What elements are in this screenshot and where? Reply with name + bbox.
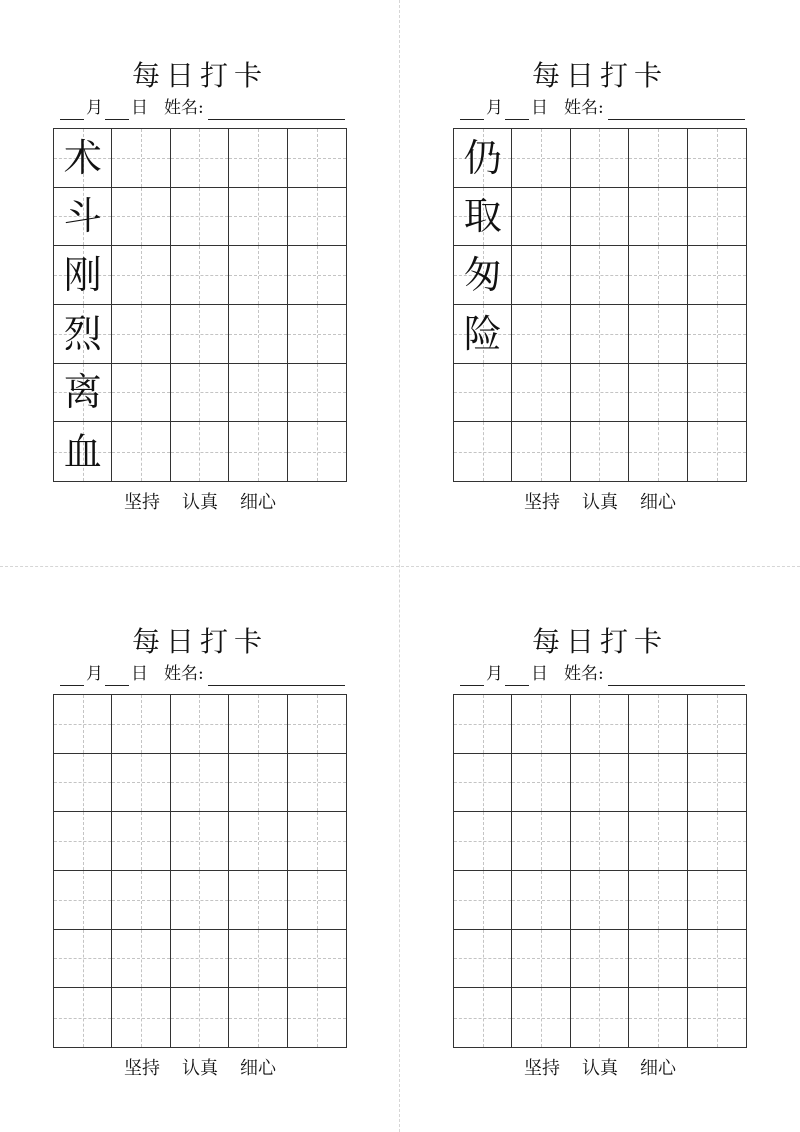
practice-cell[interactable]: [512, 695, 570, 754]
practice-cell[interactable]: [512, 305, 570, 364]
model-character-cell: [54, 246, 112, 305]
motto-careful: 细心: [240, 492, 276, 513]
month-label: 月: [486, 98, 503, 118]
name-label: 姓名:: [164, 664, 204, 684]
card-footer: [450, 490, 750, 516]
model-character: 匆: [463, 253, 502, 298]
motto-careful: 细心: [640, 1058, 676, 1079]
day-label: 日: [131, 98, 148, 118]
practice-cell[interactable]: [688, 754, 746, 813]
card-title: 每日打卡: [531, 59, 668, 92]
model-character-cell: [54, 988, 112, 1047]
practice-cell[interactable]: [688, 871, 746, 930]
practice-cell[interactable]: [571, 754, 629, 813]
model-character-cell: [54, 129, 112, 188]
practice-cell[interactable]: [688, 695, 746, 754]
model-character: 斗: [63, 194, 102, 239]
practice-cell[interactable]: [112, 188, 170, 247]
model-character: 血: [63, 429, 102, 474]
practice-card-4: [450, 566, 750, 1079]
month-blank[interactable]: [60, 665, 84, 686]
model-character: 离: [63, 370, 102, 415]
practice-cell[interactable]: [171, 188, 229, 247]
month-blank[interactable]: [60, 99, 84, 120]
model-character-cell: [454, 364, 512, 423]
practice-cell[interactable]: [288, 246, 346, 305]
practice-cell[interactable]: [229, 695, 287, 754]
name-label: 姓名:: [164, 98, 204, 118]
practice-cell[interactable]: [629, 246, 687, 305]
model-character-cell: [54, 754, 112, 813]
model-character-cell: [454, 871, 512, 930]
motto-persist: 坚持: [124, 492, 160, 513]
practice-cell[interactable]: [629, 364, 687, 423]
model-character-cell: [54, 871, 112, 930]
practice-cell[interactable]: [629, 188, 687, 247]
practice-cell[interactable]: [512, 812, 570, 871]
model-character-cell: [54, 812, 112, 871]
card-header: [460, 662, 745, 686]
name-blank[interactable]: [608, 665, 745, 686]
practice-cell[interactable]: [288, 930, 346, 989]
practice-cell[interactable]: [512, 364, 570, 423]
practice-cell[interactable]: [171, 364, 229, 423]
day-blank[interactable]: [505, 99, 529, 120]
model-character-cell: [454, 930, 512, 989]
card-footer: [50, 490, 350, 516]
practice-cell[interactable]: [171, 871, 229, 930]
practice-cell[interactable]: [512, 188, 570, 247]
name-blank[interactable]: [608, 99, 745, 120]
practice-cell[interactable]: [288, 871, 346, 930]
name-blank[interactable]: [208, 99, 345, 120]
model-character: 取: [463, 194, 502, 239]
practice-cell[interactable]: [571, 930, 629, 989]
day-label: 日: [531, 98, 548, 118]
motto-persist: 坚持: [524, 492, 560, 513]
practice-cell[interactable]: [512, 754, 570, 813]
practice-cell[interactable]: [629, 754, 687, 813]
practice-cell[interactable]: [571, 988, 629, 1047]
practice-cell[interactable]: [571, 188, 629, 247]
day-blank[interactable]: [505, 665, 529, 686]
practice-cell[interactable]: [512, 246, 570, 305]
writing-grid: [453, 694, 747, 1048]
practice-cell[interactable]: [512, 930, 570, 989]
card-footer: [450, 1056, 750, 1082]
writing-grid: [453, 128, 747, 482]
month-label: 月: [86, 98, 103, 118]
practice-cell[interactable]: [288, 305, 346, 364]
practice-cell[interactable]: [512, 988, 570, 1047]
writing-grid: [53, 128, 347, 482]
practice-cell[interactable]: [571, 246, 629, 305]
practice-cell[interactable]: [229, 129, 287, 188]
practice-cell[interactable]: [229, 871, 287, 930]
practice-cell[interactable]: [112, 754, 170, 813]
day-blank[interactable]: [105, 665, 129, 686]
motto-earnest: 认真: [182, 492, 218, 513]
practice-cell[interactable]: [512, 129, 570, 188]
practice-cell[interactable]: [112, 695, 170, 754]
practice-cell[interactable]: [229, 754, 287, 813]
practice-cell[interactable]: [112, 988, 170, 1047]
model-character: 仍: [463, 135, 502, 180]
practice-cell[interactable]: [688, 305, 746, 364]
model-character-cell: [454, 695, 512, 754]
model-character-cell: [54, 422, 112, 481]
practice-cell[interactable]: [112, 930, 170, 989]
motto-earnest: 认真: [582, 1058, 618, 1079]
practice-cell[interactable]: [688, 364, 746, 423]
practice-cell[interactable]: [629, 988, 687, 1047]
motto-persist: 坚持: [524, 1058, 560, 1079]
model-character-cell: [454, 305, 512, 364]
motto-careful: 细心: [640, 492, 676, 513]
practice-cell[interactable]: [288, 695, 346, 754]
practice-cell[interactable]: [288, 422, 346, 481]
practice-cell[interactable]: [571, 305, 629, 364]
practice-cell[interactable]: [288, 129, 346, 188]
practice-cell[interactable]: [571, 695, 629, 754]
model-character: 术: [63, 135, 102, 180]
practice-cell[interactable]: [688, 812, 746, 871]
practice-cell[interactable]: [112, 129, 170, 188]
motto-persist: 坚持: [124, 1058, 160, 1079]
practice-cell[interactable]: [171, 129, 229, 188]
model-character-cell: [454, 246, 512, 305]
model-character-cell: [54, 305, 112, 364]
practice-cell[interactable]: [288, 988, 346, 1047]
card-header: [60, 662, 345, 686]
practice-cell[interactable]: [629, 695, 687, 754]
month-blank[interactable]: [460, 99, 484, 120]
practice-cell[interactable]: [688, 988, 746, 1047]
practice-cell[interactable]: [112, 305, 170, 364]
practice-cell[interactable]: [288, 812, 346, 871]
model-character-cell: [54, 695, 112, 754]
month-label: 月: [486, 664, 503, 684]
practice-card-2: [450, 0, 750, 513]
practice-cell[interactable]: [688, 129, 746, 188]
practice-cell[interactable]: [629, 422, 687, 481]
practice-cell[interactable]: [229, 305, 287, 364]
practice-cell[interactable]: [112, 812, 170, 871]
model-character: 刚: [63, 253, 102, 298]
name-label: 姓名:: [564, 664, 604, 684]
practice-card-3: [50, 566, 350, 1079]
name-label: 姓名:: [564, 98, 604, 118]
practice-cell[interactable]: [688, 246, 746, 305]
practice-cell[interactable]: [112, 422, 170, 481]
practice-cell[interactable]: [288, 364, 346, 423]
card-footer: [50, 1056, 350, 1082]
practice-cell[interactable]: [229, 812, 287, 871]
practice-cell[interactable]: [512, 871, 570, 930]
practice-cell[interactable]: [629, 930, 687, 989]
practice-cell[interactable]: [171, 930, 229, 989]
model-character-cell: [454, 129, 512, 188]
practice-cell[interactable]: [629, 812, 687, 871]
month-label: 月: [86, 664, 103, 684]
practice-cell[interactable]: [688, 930, 746, 989]
practice-cell[interactable]: [171, 754, 229, 813]
practice-cell[interactable]: [629, 129, 687, 188]
practice-cell[interactable]: [629, 871, 687, 930]
model-character: 险: [463, 311, 502, 356]
practice-cell[interactable]: [171, 305, 229, 364]
practice-cell[interactable]: [112, 871, 170, 930]
practice-cell[interactable]: [571, 129, 629, 188]
model-character-cell: [54, 188, 112, 247]
practice-cell[interactable]: [629, 305, 687, 364]
model-character-cell: [454, 988, 512, 1047]
practice-cell[interactable]: [288, 754, 346, 813]
model-character-cell: [54, 930, 112, 989]
model-character-cell: [454, 422, 512, 481]
practice-cell[interactable]: [171, 695, 229, 754]
practice-cell[interactable]: [229, 246, 287, 305]
model-character-cell: [454, 188, 512, 247]
card-header: [60, 96, 345, 120]
writing-grid: [53, 694, 347, 1048]
name-blank[interactable]: [208, 665, 345, 686]
card-header: [460, 96, 745, 120]
practice-cell[interactable]: [229, 422, 287, 481]
practice-cell[interactable]: [288, 188, 346, 247]
practice-card-1: [50, 0, 350, 513]
practice-cell[interactable]: [571, 422, 629, 481]
practice-cell[interactable]: [688, 188, 746, 247]
month-blank[interactable]: [460, 665, 484, 686]
practice-cell[interactable]: [229, 188, 287, 247]
practice-cell[interactable]: [571, 871, 629, 930]
practice-cell[interactable]: [571, 812, 629, 871]
practice-cell[interactable]: [171, 988, 229, 1047]
card-title: 每日打卡: [131, 59, 268, 92]
card-title: 每日打卡: [131, 625, 268, 658]
practice-cell[interactable]: [512, 422, 570, 481]
motto-earnest: 认真: [582, 492, 618, 513]
card-title: 每日打卡: [531, 625, 668, 658]
practice-cell[interactable]: [171, 422, 229, 481]
practice-cell[interactable]: [171, 246, 229, 305]
practice-cell[interactable]: [112, 246, 170, 305]
day-blank[interactable]: [105, 99, 129, 120]
model-character: 烈: [63, 311, 102, 356]
day-label: 日: [131, 664, 148, 684]
model-character-cell: [454, 754, 512, 813]
practice-cell[interactable]: [229, 988, 287, 1047]
practice-cell[interactable]: [571, 364, 629, 423]
practice-cell[interactable]: [229, 930, 287, 989]
model-character-cell: [454, 812, 512, 871]
day-label: 日: [531, 664, 548, 684]
motto-careful: 细心: [240, 1058, 276, 1079]
model-character-cell: [54, 364, 112, 423]
practice-cell[interactable]: [688, 422, 746, 481]
practice-cell[interactable]: [112, 364, 170, 423]
motto-earnest: 认真: [182, 1058, 218, 1079]
practice-cell[interactable]: [171, 812, 229, 871]
practice-cell[interactable]: [229, 364, 287, 423]
